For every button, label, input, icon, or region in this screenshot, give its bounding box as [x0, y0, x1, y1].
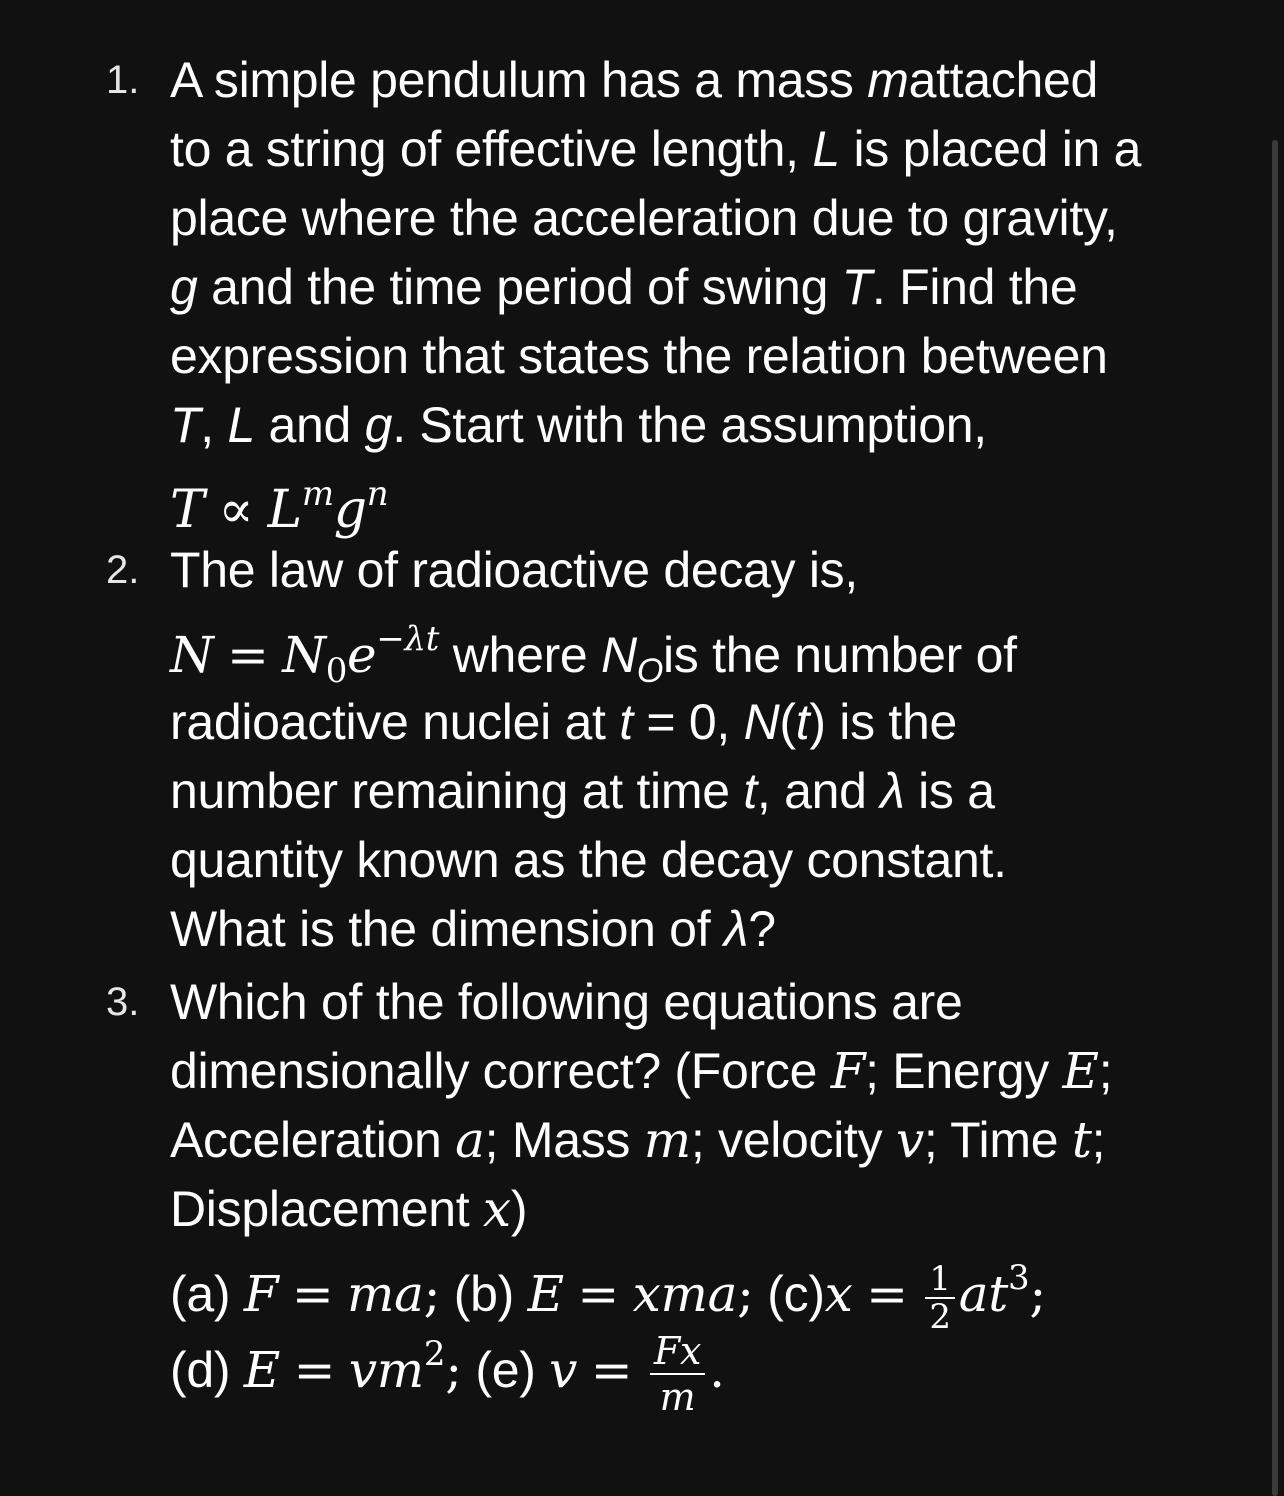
q1-line-2: to a string of effective length, L is placed in a [170, 121, 1142, 177]
q1-line-6: T, L and g. Start with the assumption, [170, 397, 987, 453]
q2-formula-line: $N = N_0e^{-\lambda t}$ where $N_Ois$ the number of [170, 619, 1017, 691]
q1-line-3: place where the acceleration due to gravity, [170, 190, 1118, 246]
option-e-label: (e) [475, 1342, 536, 1398]
option-d-label: (d) [170, 1342, 231, 1398]
fraction-fx-over-m: $\frac{Fx}{m}$ [650, 1329, 705, 1419]
fraction-one-half: $\frac{1}{2}$ [925, 1261, 954, 1335]
q3-options-row-2: (d) $E = vm^2$; (e) v = $\frac{Fx}{m}$ . [170, 1328, 725, 1419]
q3-options-row-1: (a) F = ma; (b) E = xma; (c)x = $\frac{1}{2}$ $at^3$; [170, 1258, 1046, 1337]
q3-line-1: Which of the following equations are [170, 974, 963, 1030]
question-number: 3. [106, 980, 140, 1024]
q3-line-2: dimensionally correct? (Force F; Energy E; [170, 1042, 1113, 1100]
q1-line-4: g and the time period of swing T. Find the [170, 259, 1078, 315]
option-b-label: (b) [453, 1266, 514, 1322]
question-number: 2. [106, 548, 140, 592]
question-number: 1. [106, 58, 140, 102]
option-a-label: (a) [170, 1266, 231, 1322]
q2-line-6: What is the dimension of λ? [170, 901, 776, 957]
q1-formula: $T \propto L^mg^n$ [170, 474, 389, 540]
scrollbar[interactable] [1272, 140, 1278, 1496]
q3-line-4: Displacement x) [170, 1180, 528, 1238]
q2-line-4: number remaining at time t, and λ is a [170, 763, 995, 819]
q1-line-1: A simple pendulum has a mass mattached [170, 52, 1098, 108]
q2-line-3: radioactive nuclei at t = 0, N(t) is the [170, 694, 958, 750]
q2-line-5: quantity known as the decay constant. [170, 832, 1007, 888]
q3-line-3: Acceleration a; Mass m; velocity v; Time t; [170, 1111, 1106, 1169]
q1-line-5: expression that states the relation between [170, 328, 1108, 384]
option-c-label: (c) [767, 1266, 825, 1322]
q2-line-1: The law of radioactive decay is, [170, 542, 858, 598]
